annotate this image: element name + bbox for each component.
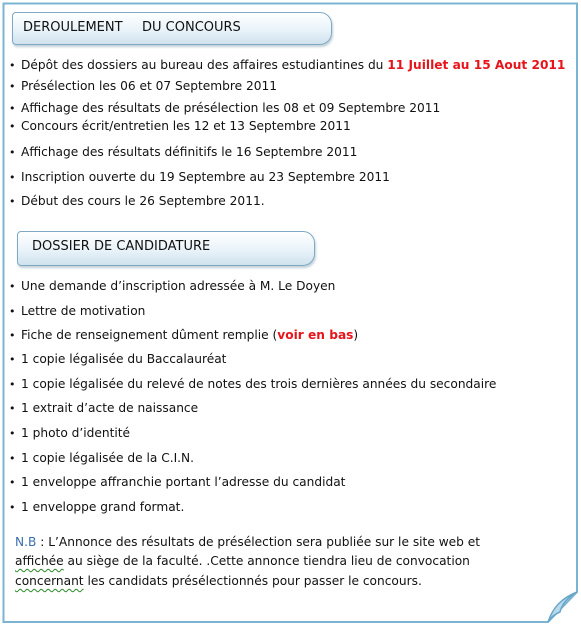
item-text: 1 enveloppe grand format. [21,500,185,514]
bullet-icon: • [9,171,16,184]
note-line-3 [15,574,422,588]
section-title-part1: DEROULEMENT [23,20,123,35]
list-item [9,79,277,93]
bullet-icon: • [9,59,16,72]
list-item [9,401,198,415]
bullet-icon: • [9,476,16,489]
item-text: 1 copie légalisée de la C.I.N. [21,451,195,465]
item-text: Une demande d’inscription adressée à M. Le Doyen [21,279,336,293]
section-title: DOSSIER DE CANDIDATURE [32,239,211,254]
bullet-icon: • [9,501,16,514]
bullet-icon: • [9,120,16,133]
bullet-icon: • [9,80,16,93]
list-item [9,475,345,489]
item-text: 1 enveloppe affranchie portant l’adresse du candidat [21,475,346,489]
note-text-1: : L’Annonce des résultats de présélection sera publiée sur le site web et [36,535,481,549]
info-card [2,2,576,623]
item-text: Fiche de renseignement dûment remplie ( [21,328,278,342]
bullet-icon: • [9,378,16,391]
bullet-icon: • [9,305,16,318]
item-highlight: voir en bas [277,328,354,342]
bullet-icon: • [9,427,16,440]
list-item [9,58,565,72]
list-item [9,377,496,391]
item-text: 1 copie légalisée du Baccalauréat [21,352,227,366]
item-text: Concours écrit/entretien les 12 et 13 Septembre 2011 [21,119,351,133]
bullet-icon: • [9,329,16,342]
list-item [9,170,390,184]
note-text-2: au siège de la faculté. .Cette annonce tiendra lieu de convocation [63,554,470,568]
list-item [9,279,335,293]
item-highlight: 11 Juillet au 15 Aout 2011 [387,58,566,72]
note-word-affichee: affichée [15,554,64,568]
bullet-icon: • [9,402,16,415]
section-header-dossier [17,231,315,266]
note-line-2 [15,554,470,568]
item-text-after: ) [353,328,359,342]
section-title-part2: DU CONCOURS [142,20,241,35]
bullet-icon: • [9,146,16,159]
list-item [9,101,440,115]
item-text: Présélection les 06 et 07 Septembre 2011 [21,79,278,93]
bullet-icon: • [9,280,16,293]
list-item [9,328,358,342]
bullet-icon: • [9,102,16,115]
item-text: 1 copie légalisée du relevé de notes des trois dernières années du secondaire [21,377,497,391]
list-item [9,304,145,318]
bullet-icon: • [9,452,16,465]
note-text-3: les candidats présélectionnés pour passer le concours. [83,574,422,588]
item-text: Dépôt des dossiers au bureau des affaires estudiantines du [21,58,388,72]
note-label: N.B [15,535,37,549]
item-text: Affichage des résultats de présélection les 08 et 09 Septembre 2011 [21,101,441,115]
list-item [9,145,357,159]
list-item [9,119,351,133]
list-item [9,426,130,440]
item-text: 1 extrait d’acte de naissance [21,401,199,415]
list-item [9,500,184,514]
list-item [9,194,265,208]
list-item [9,451,194,465]
item-text: Lettre de motivation [21,304,146,318]
list-item [9,352,226,366]
bullet-icon: • [9,353,16,366]
item-text: 1 photo d’identité [21,426,131,440]
bullet-icon: • [9,195,16,208]
section-header-deroulement [12,12,332,45]
item-text: Inscription ouverte du 19 Septembre au 23 Septembre 2011 [21,170,390,184]
item-text: Début des cours le 26 Septembre 2011. [21,194,265,208]
note-word-concernant: concernant [15,574,84,588]
note-line-1 [15,535,480,549]
item-text: Affichage des résultats définitifs le 16 Septembre 2011 [21,145,358,159]
